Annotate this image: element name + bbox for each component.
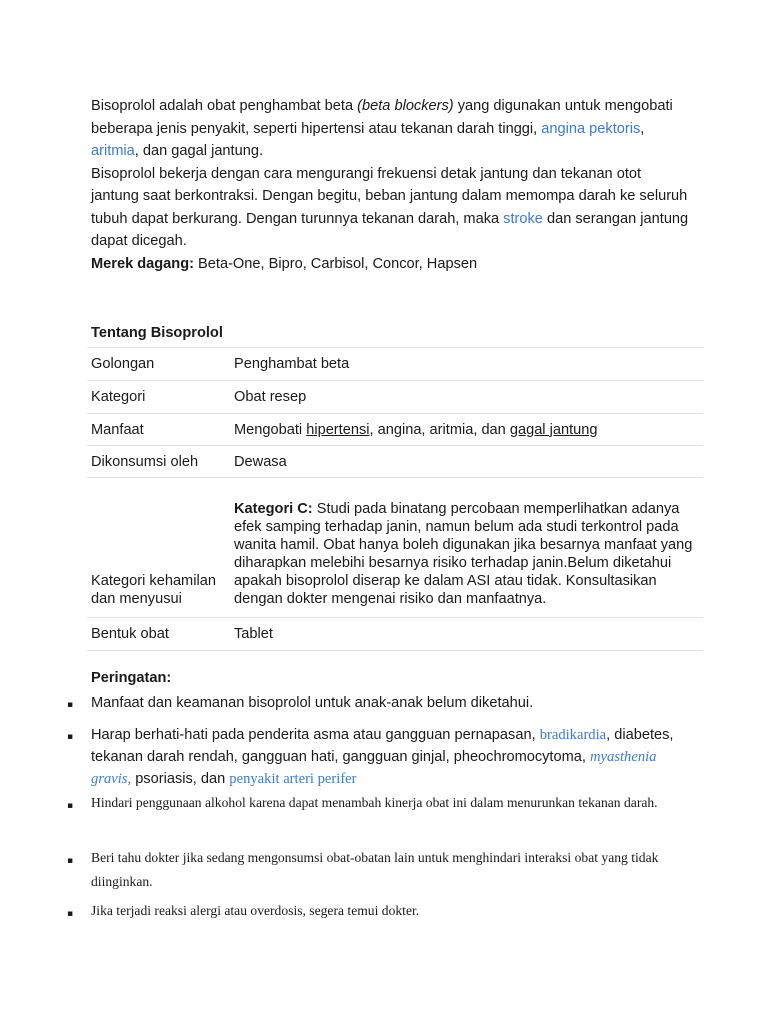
bullet-icon: ▪ <box>67 856 74 866</box>
row-key: Dikonsumsi oleh <box>87 446 230 478</box>
bullet-icon: ▪ <box>67 732 74 742</box>
row-key: Kategori kehamilan dan menyusui <box>87 478 230 618</box>
row-value: Penghambat beta <box>230 348 703 381</box>
warning-text: Jika terjadi reaksi alergi atau overdosis, segera temui dokter. <box>91 903 420 918</box>
angina-pektoris-link[interactable]: angina pektoris <box>541 120 641 137</box>
about-table <box>87 347 703 651</box>
brand-names-label: Merek dagang: <box>91 255 194 272</box>
pregnancy-category-label: Kategori C: <box>234 501 313 517</box>
table-row <box>87 348 703 381</box>
row-key: Manfaat <box>87 414 230 446</box>
bullet-icon: ▪ <box>67 909 74 919</box>
table-row <box>87 414 703 446</box>
row-value: Tablet <box>230 618 703 651</box>
aritmia-link[interactable]: aritmia <box>91 143 135 159</box>
brand-names <box>91 253 691 276</box>
gagal-jantung-link[interactable]: gagal jantung <box>509 421 598 438</box>
warning-text: Beri tahu dokter jika sedang mengonsumsi obat-obatan lain untuk menghindari interaksi obat yang tidak diinginkan. <box>91 850 659 889</box>
intro-section <box>91 95 691 275</box>
myasthenia-gravis-link[interactable]: myasthenia gravis, <box>91 749 657 787</box>
row-key: Kategori <box>87 381 230 414</box>
bullet-icon: ▪ <box>67 700 74 710</box>
about-heading: Tentang Bisoprolol <box>91 325 223 341</box>
row-key: Golongan <box>87 348 230 381</box>
row-value: Dewasa <box>230 446 703 478</box>
row-value: Mengobati hipertensi, angina, aritmia, dan gagal jantung <box>230 414 703 446</box>
hipertensi-link[interactable]: hipertensi <box>306 421 370 438</box>
table-row <box>87 381 703 414</box>
row-value: Kategori C: Studi pada binatang percobaan memperlihatkan adanya efek samping terhadap janin, namun belum ada studi terkontrol pada wanita hamil. Obat hanya boleh digunakan jika besarnya manfaat yang diharapkan melebihi besarnya risiko terhadap janin.Belum diketahui apakah bisoprolol diserap ke dalam ASI atau tidak. Konsultasikan dengan dokter mengenai risiko dan manfaatnya. <box>230 478 703 618</box>
beta-blockers-term: (beta blockers) <box>357 98 454 114</box>
warning-text: Harap berhati-hati pada penderita asma atau gangguan pernapasan, bradikardia, diabetes, tekanan darah rendah, gangguan hati, gangguan ginjal, pheochromocytoma, myasthenia gravis, psoriasis, dan penyakit arteri perifer <box>91 727 674 787</box>
warning-text: Manfaat dan keamanan bisoprolol untuk anak-anak belum diketahui. <box>91 695 534 711</box>
row-key: Bentuk obat <box>87 618 230 651</box>
bradikardia-link[interactable]: bradikardia <box>539 727 607 743</box>
intro-paragraph-2: Bisoprolol bekerja dengan cara mengurangi frekuensi detak jantung dan tekanan otot jantung saat berkontraksi. Dengan begitu, beban jantung dalam memompa darah ke seluruh tubuh dapat berkurang. Dengan turunnya tekanan darah, maka stroke dan serangan jantung dapat dicegah. <box>91 165 689 249</box>
table-row <box>87 478 703 618</box>
bullet-icon: ▪ <box>67 801 74 811</box>
warnings-heading: Peringatan: <box>91 670 172 686</box>
table-row <box>87 446 703 478</box>
stroke-link[interactable]: stroke <box>503 210 543 227</box>
brand-names-value: Beta-One, Bipro, Carbisol, Concor, Hapsen <box>194 255 478 272</box>
penyakit-arteri-perifer-link[interactable]: penyakit arteri perifer <box>229 771 357 787</box>
intro-paragraph-1: Bisoprolol adalah obat penghambat beta (beta blockers) yang digunakan untuk mengobati beberapa jenis penyakit, seperti hipertensi atau tekanan darah tinggi, angina pektoris, aritmia, dan gagal jantung. <box>91 98 673 159</box>
table-row <box>87 618 703 651</box>
warning-text: Hindari penggunaan alkohol karena dapat menambah kinerja obat ini dalam menurunkan tekanan darah. <box>91 795 658 810</box>
row-value: Obat resep <box>230 381 703 414</box>
